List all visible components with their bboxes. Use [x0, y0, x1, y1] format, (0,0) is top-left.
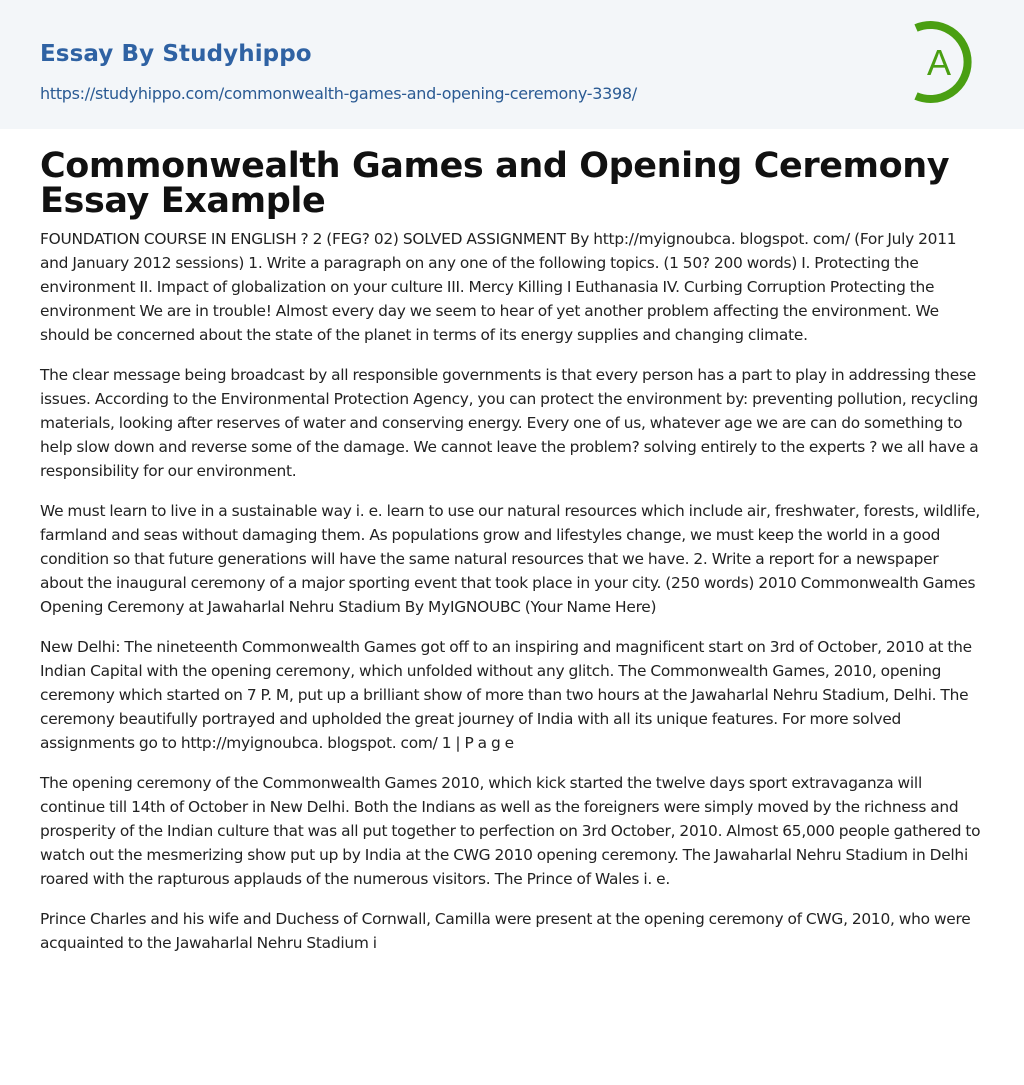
- svg-text:A: A: [926, 42, 952, 83]
- essay-paragraph-6: Prince Charles and his wife and Duchess of Cornwall, Camilla were present at the opening ceremony of CWG, 2010, who were acquainted to the Jawaharlal Nehru Stadium i: [40, 910, 971, 952]
- site-title: Essay By Studyhippo: [40, 41, 312, 67]
- essay-paragraph-4: New Delhi: The nineteenth Commonwealth Games got off to an inspiring and magnificent start on 3rd of October, 2010 at the Indian Capital with the opening ceremony, which unfolded without any glitch. The Commonwealth Games, 2010, opening ceremony which started on 7 P. M, put up a brilliant show of more than two hours at the Jawaharlal Nehru Stadium, Delhi. The ceremony beautifully portrayed and upholded the great journey of India with all its unique features. For more solved assignments go to http://myignoubca. blogspot. com/ 1 | P a g e: [40, 638, 972, 752]
- site-header: [0, 0, 1024, 129]
- source-url-link[interactable]: https://studyhippo.com/commonwealth-games-and-opening-ceremony-3398/: [40, 84, 637, 103]
- essay-content: [0, 146, 1024, 955]
- essay-paragraph-1: FOUNDATION COURSE IN ENGLISH ? 2 (FEG? 02) SOLVED ASSIGNMENT By http://myignoubca. blogspot. com/ (For July 2011 and January 2012 sessions) 1. Write a paragraph on any one of the following topics. (1 50? 200 words) I. Protecting the environment II. Impact of globalization on your culture III. Mercy Killing I Euthanasia IV. Curbing Corruption Protecting the environment We are in trouble! Almost every day we seem to hear of yet another problem affecting the environment. We should be concerned about the state of the planet in terms of its energy supplies and changing climate.: [40, 230, 957, 344]
- essay-paragraph-2: The clear message being broadcast by all responsible governments is that every person has a part to play in addressing these issues. According to the Environmental Protection Agency, you can protect the environment by: preventing pollution, recycling materials, looking after reserves of water and conserving energy. Every one of us, whatever age we are can do something to help slow down and reverse some of the damage. We cannot leave the problem? solving entirely to the experts ? we all have a responsibility for our environment.: [40, 366, 979, 480]
- studyhippo-logo-icon: [908, 18, 988, 106]
- essay-paragraph-3: We must learn to live in a sustainable way i. e. learn to use our natural resources which include air, freshwater, forests, wildlife, farmland and seas without damaging them. As populations grow and lifestyles change, we must keep the world in a good condition so that future generations will have the same natural resources that we have. 2. Write a report for a newspaper about the inaugural ceremony of a major sporting event that took place in your city. (250 words) 2010 Commonwealth Games Opening Ceremony at Jawaharlal Nehru Stadium By MyIGNOUBC (Your Name Here): [40, 502, 981, 616]
- page-title: Commonwealth Games and Opening Ceremony Essay Example: [40, 146, 950, 221]
- essay-paragraph-5: The opening ceremony of the Commonwealth Games 2010, which kick started the twelve days sport extravaganza will continue till 14th of October in New Delhi. Both the Indians as well as the foreigners were simply moved by the richness and prosperity of the Indian culture that was all put together to perfection on 3rd October, 2010. Almost 65,000 people gathered to watch out the mesmerizing show put up by India at the CWG 2010 opening ceremony. The Jawaharlal Nehru Stadium in Delhi roared with the rapturous applauds of the numerous visitors. The Prince of Wales i. e.: [40, 774, 981, 888]
